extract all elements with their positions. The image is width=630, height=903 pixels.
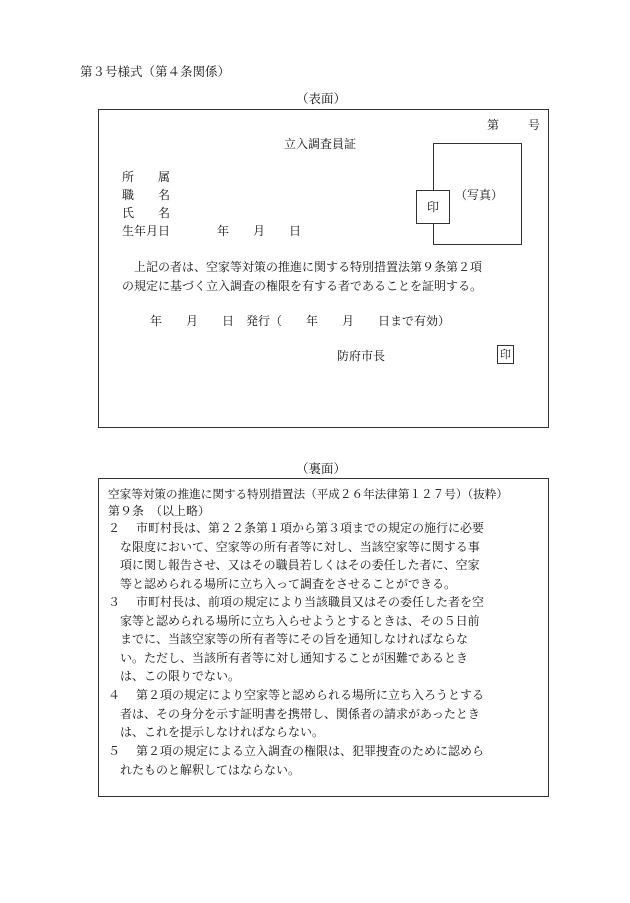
paragraph-line: は、これを提示しなければならない。: [120, 725, 325, 740]
paragraph-number: ４: [108, 688, 121, 702]
paragraph-line: 第２項の規定により空家等と認められる場所に立ち入ろうとする: [136, 688, 485, 702]
paragraph-line: 家等と認められる場所に立ち入らせようとするときは、その５日前: [120, 613, 480, 628]
paragraph-line: い。ただし、当該所有者等に対し通知することが困難であるとき: [120, 650, 469, 665]
card-number-label: 第: [487, 118, 500, 132]
issuer-seal-char: 印: [500, 348, 511, 361]
field-dob-date: 年 月 日: [217, 224, 302, 238]
card-number-suffix: 号: [528, 118, 541, 132]
form-title: 第３号様式（第４条関係）: [80, 64, 231, 79]
field-dob-label: 生年月日: [122, 224, 171, 238]
paragraph-4: [120, 686, 484, 742]
field-name-label: 氏 名: [122, 206, 171, 220]
paragraph-line: な限度において、空家等の所有者等に対し、当該空家等に関する事: [120, 539, 480, 554]
paragraph-line: 市町村長は、前項の規定により当該職員又はその委任した者を空: [136, 595, 485, 609]
paragraph-line: 者は、その身分を示す証明書を携帯し、関係者の請求があったとき: [120, 706, 480, 721]
field-affiliation-label: 所 属: [122, 170, 171, 184]
paragraph-line: 市町村長は、第２２条第１項から第３項までの規定の施行に必要: [136, 521, 485, 535]
law-title: 空家等対策の推進に関する特別措置法（平成２６年法律第１２７号）（抜粋）: [108, 487, 508, 501]
issue-line: 年 月 日 発行（ 年 月 日まで有効）: [150, 314, 451, 328]
certification-line: の規定に基づく立入調査の権限を有する者であることを証明する。: [122, 278, 483, 293]
paragraph-line: は、この限りでない。: [120, 669, 241, 684]
seal-box: [416, 190, 450, 224]
certification-text: [122, 258, 482, 295]
card-title: 立入調査員証: [284, 137, 357, 151]
front-heading: （表面）: [296, 91, 347, 106]
paragraph-number: ５: [108, 744, 121, 758]
paragraph-line: 第２項の規定による立入調査の権限は、犯罪捜査のために認めら: [136, 744, 485, 758]
paragraph-number: ３: [108, 595, 121, 609]
paragraph-line: れたものと解釈してはならない。: [120, 762, 301, 777]
article-heading: 第９条 （以上略）: [108, 504, 211, 518]
issuer: 防府市長: [337, 349, 386, 363]
paragraph-number: ２: [108, 521, 121, 535]
paragraph-5: [120, 742, 484, 779]
paragraph-line: までに、当該空家等の所有者等にその旨を通知しなければならな: [120, 632, 469, 647]
issuer-seal-box: [497, 345, 514, 364]
paragraph-2: [120, 519, 484, 593]
field-title-label: 職 名: [122, 188, 171, 202]
certification-line: 上記の者は、空家等対策の推進に関する特別措置法第９条第２項: [122, 260, 483, 274]
back-heading: （裏面）: [296, 461, 347, 476]
seal-char: 印: [426, 200, 439, 214]
paragraph-line: 等と認められる場所に立ち入って調査をさせることができる。: [120, 576, 457, 591]
paragraph-3: [120, 593, 484, 686]
photo-label: （写真）: [455, 188, 504, 202]
paragraph-line: 項に関し報告させ、又はその職員若しくはその委任した者に、空家: [120, 558, 480, 573]
